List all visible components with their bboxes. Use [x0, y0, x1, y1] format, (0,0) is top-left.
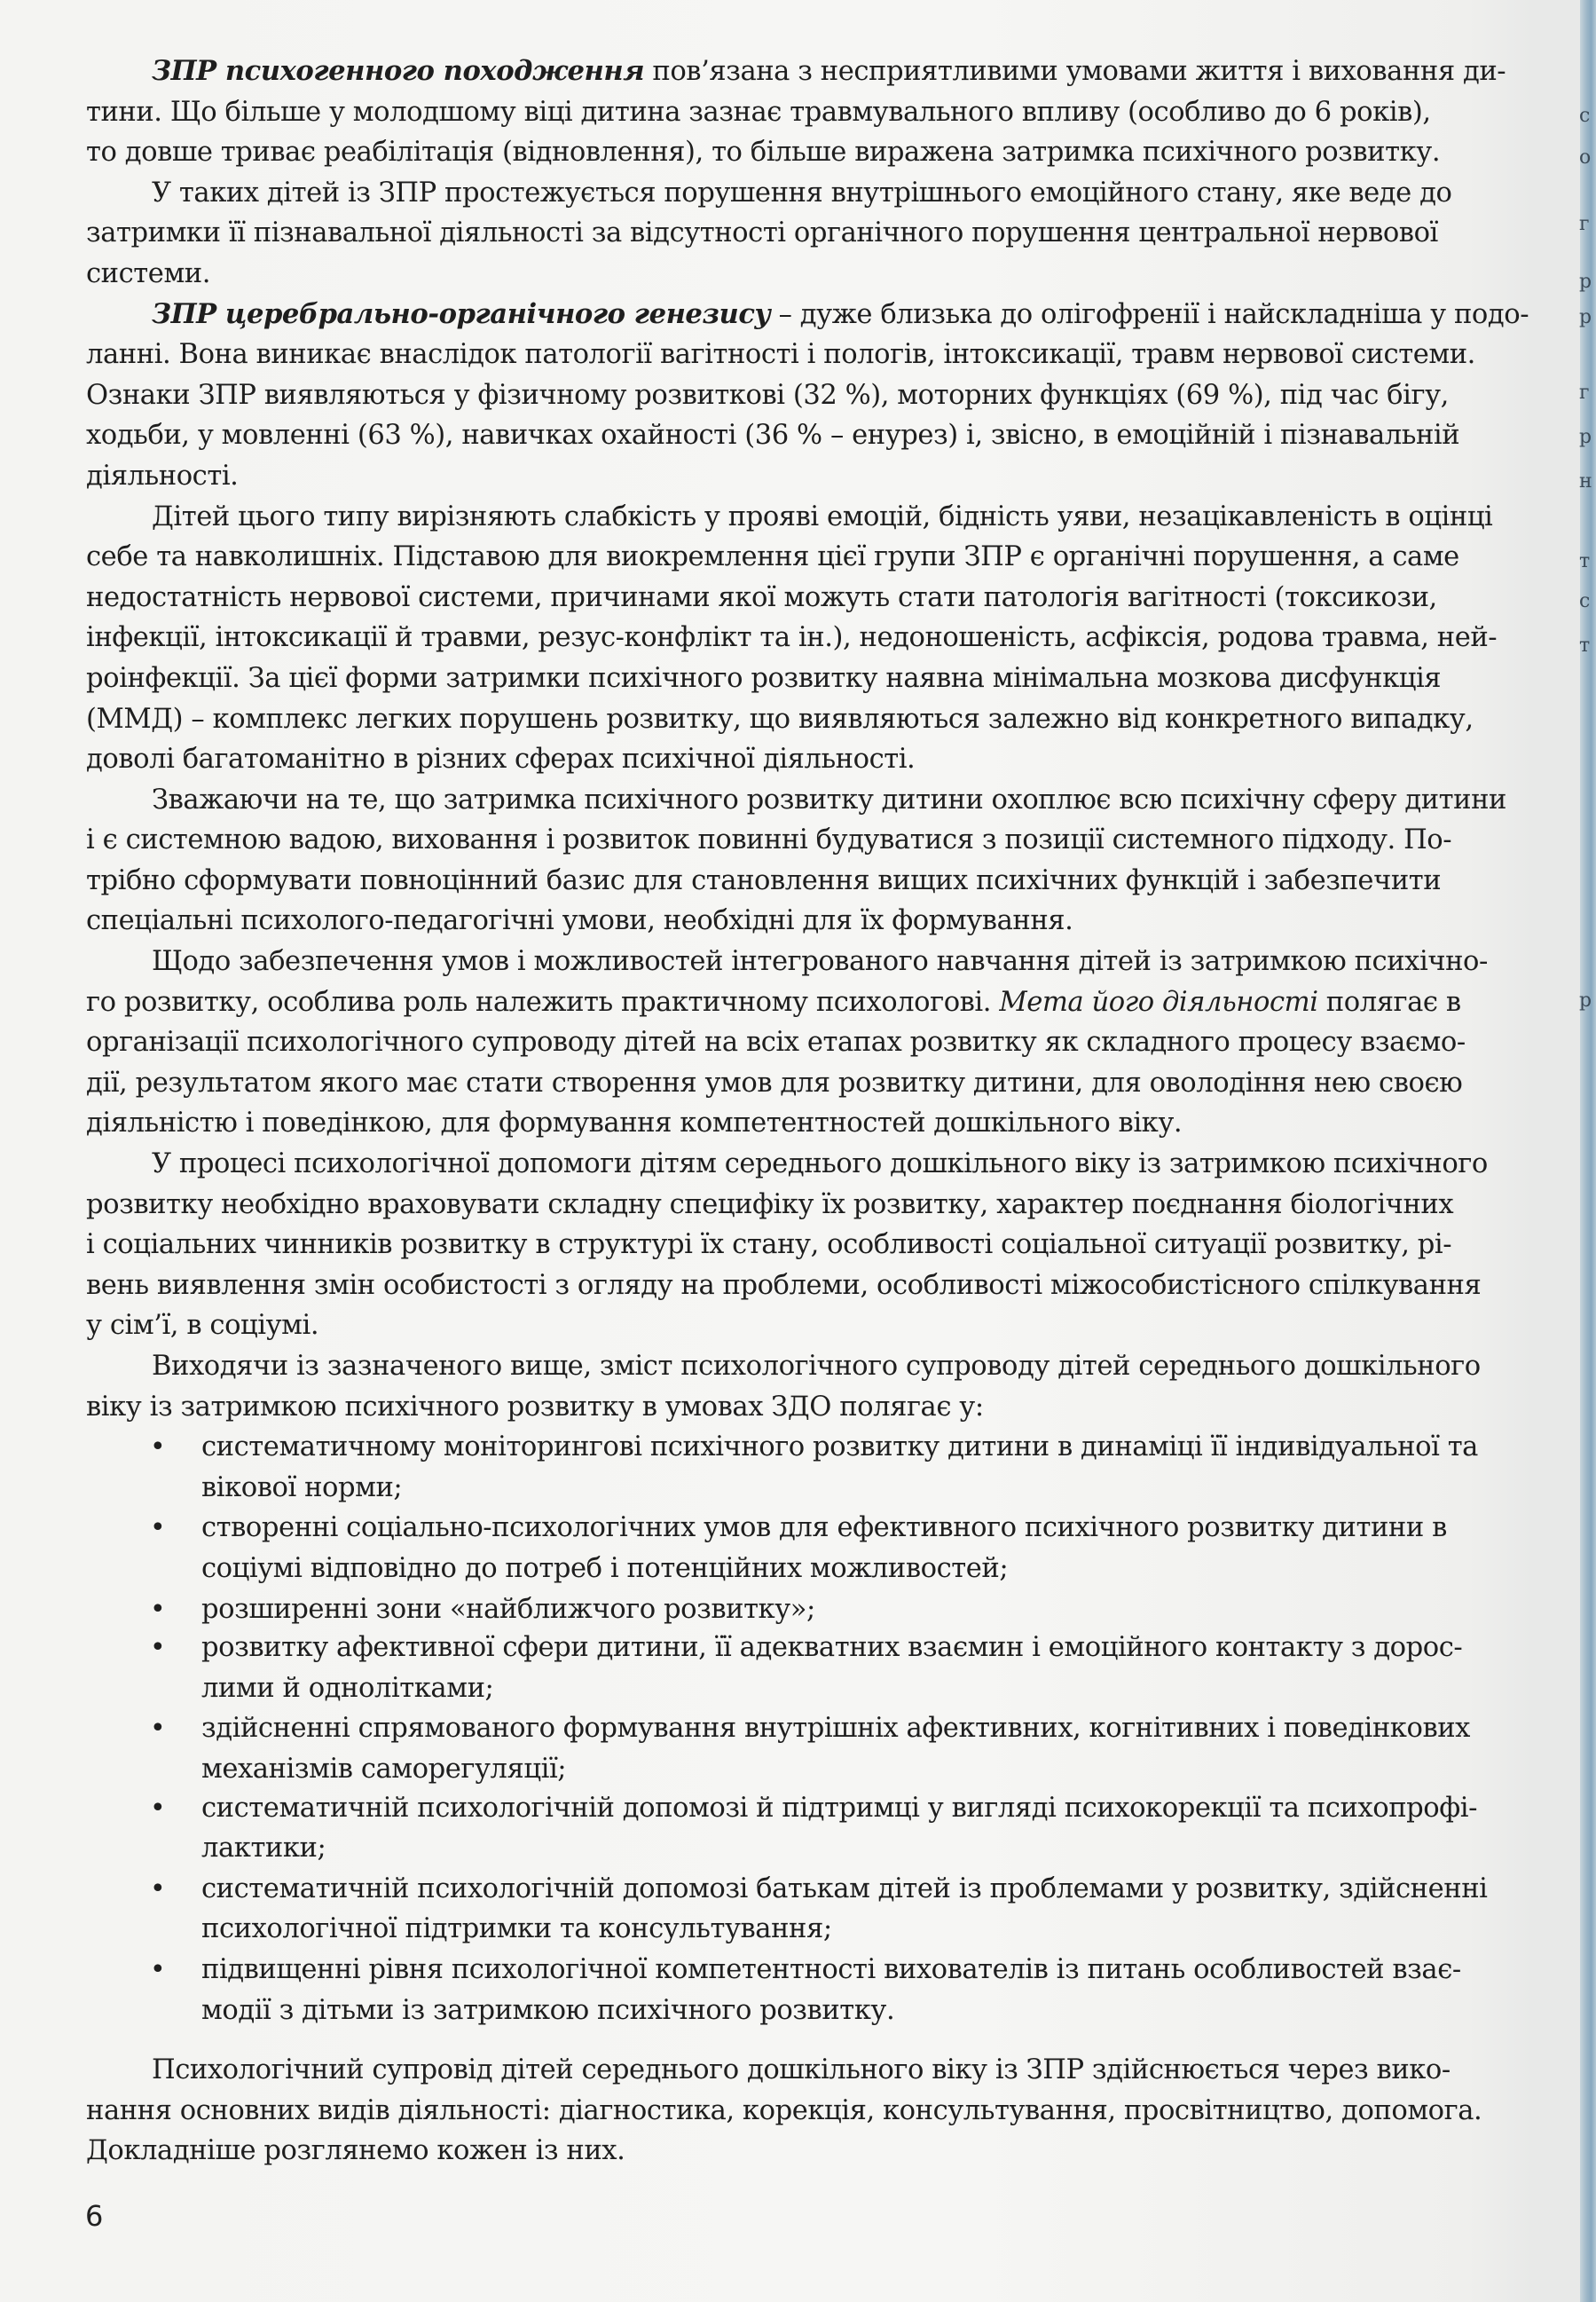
text-run: трібно сформувати повноцінний базис для становлення вищих психічних функцій і забезпечити	[86, 864, 1442, 896]
facing-page-glyph: г	[1579, 213, 1590, 235]
text-line	[86, 537, 1585, 578]
text-line	[86, 942, 1585, 982]
text-run: розвитку необхідно враховувати складну специфіку їх розвитку, характер поєднання біологічних	[86, 1188, 1454, 1220]
text-run: – дуже близька до олігофренії і найскладніша у подо-	[770, 298, 1529, 330]
text-line	[86, 1022, 1585, 1063]
list-item-line	[86, 1708, 1585, 1749]
list-item-line	[86, 1950, 1585, 1991]
text-line	[86, 1063, 1585, 1104]
text-run: віку із затримкою психічного розвитку в умовах ЗДО полягає у:	[86, 1391, 984, 1423]
text-run: інфекції, інтоксикації й травми, резус-конфлікт та ін.), недоношеність, асфіксія, родова травма, ней-	[86, 622, 1498, 654]
list-item-line	[86, 1828, 1585, 1869]
emphasized-term: Мета його діяльності	[999, 986, 1318, 1018]
paragraph-p7	[86, 1144, 1585, 1346]
list-item-text: створенні соціально-психологічних умов для ефективного психічного розвитку дитини в	[201, 1512, 1447, 1544]
text-line	[86, 618, 1585, 658]
list-item-text: систематичній психологічній допомозі й підтримці у вигляді психокорекції та психопрофі-	[201, 1792, 1477, 1824]
text-run: дії, результатом якого має стати створення умов для розвитку дитини, для оволодіння нею своєю	[86, 1067, 1463, 1099]
text-run: організації психологічного супроводу дітей на всіх етапах розвитку як складного процесу взаємо-	[86, 1027, 1466, 1059]
paragraph-p1	[86, 51, 1585, 173]
text-line	[86, 254, 1585, 295]
list-item	[86, 1708, 1585, 1789]
text-run: спеціальні психолого-педагогічні умови, необхідні для їх формування.	[86, 905, 1073, 937]
list-item	[86, 1628, 1585, 1708]
text-line	[86, 780, 1585, 821]
text-run: ходьби, у мовленні (63 %), навичках охайності (36 % – енурез) і, звісно, в емоційній і пізнавальній	[86, 420, 1460, 452]
text-line	[86, 132, 1585, 173]
text-line	[86, 456, 1585, 497]
list-item-text: систематичній психологічній допомозі батькам дітей із проблемами у розвитку, здійсненні	[201, 1872, 1488, 1904]
list-item-text: систематичному моніторингові психічного розвитку дитини в динаміці її індивідуальної та	[201, 1431, 1478, 1463]
list-item-line	[86, 1549, 1585, 1589]
page-number: 6	[85, 2199, 104, 2233]
text-line	[86, 375, 1585, 416]
list-item-text: соціумі відповідно до потреб і потенційних можливостей;	[201, 1552, 1009, 1584]
list-item-text: вікової норми;	[201, 1471, 403, 1503]
list-item-line	[86, 1668, 1585, 1709]
text-line	[86, 213, 1585, 254]
text-line	[86, 861, 1585, 902]
paragraph-p3	[86, 295, 1585, 497]
list-item-text: психологічної підтримки та консультування;	[201, 1913, 832, 1945]
list-item-line	[86, 1909, 1585, 1950]
bullet-icon: •	[150, 1792, 166, 1824]
paragraph-p6	[86, 942, 1585, 1144]
text-run: тини. Що більше у молодшому віці дитина зазнає травмувального впливу (особливо до 6 років),	[86, 96, 1431, 128]
text-run: пов’язана з несприятливими умовами життя і виховання ди-	[644, 56, 1506, 87]
list-item-text: розширенні зони «найближчого розвитку»;	[201, 1593, 815, 1625]
text-line	[86, 51, 1585, 92]
facing-page-glyph: р	[1579, 426, 1592, 448]
facing-page-glyph: с	[1579, 105, 1591, 127]
list-item	[86, 1950, 1585, 2030]
text-line	[86, 1144, 1585, 1185]
facing-page-glyph: р	[1579, 271, 1592, 293]
text-run: і є системною вадою, виховання і розвиток повинні будуватися з позиції системного підходу. По-	[86, 824, 1452, 856]
text-line	[86, 1346, 1585, 1387]
bullet-icon: •	[150, 1953, 166, 1985]
text-line	[86, 658, 1585, 699]
emphasized-term: ЗПР психогенного походження	[152, 55, 645, 87]
facing-page-glyph: н	[1579, 470, 1592, 493]
text-run: У таких дітей із ЗПР простежується порушення внутрішнього емоційного стану, яке веде до	[152, 177, 1452, 209]
text-line	[86, 497, 1585, 538]
list-item-line	[86, 1508, 1585, 1549]
bullet-icon: •	[150, 1872, 166, 1904]
list-item-line	[86, 1749, 1585, 1790]
paragraph-p4	[86, 497, 1585, 780]
text-run: Дітей цього типу вирізняють слабкість у прояві емоцій, бідність уяви, незацікавленість в оцінці	[152, 501, 1493, 532]
list-item	[86, 1788, 1585, 1869]
paragraph-p8	[86, 1346, 1585, 1427]
text-run: затримки її пізнавальної діяльності за відсутності органічного порушення центральної нервової	[86, 217, 1438, 249]
closing-paragraph	[86, 2050, 1585, 2172]
bullet-icon: •	[150, 1512, 166, 1544]
text-run: роінфекції. За цієї форми затримки психічного розвитку наявна мінімальна мозкова дисфункція	[86, 662, 1442, 694]
text-line	[86, 699, 1585, 740]
paragraph-p5	[86, 780, 1585, 942]
text-line	[86, 1225, 1585, 1265]
text-run: діяльністю і поведінкою, для формування компетентностей дошкільного віку.	[86, 1108, 1183, 1139]
facing-page-glyph: с	[1579, 590, 1591, 612]
text-line	[86, 335, 1585, 375]
facing-page-glyph: р	[1579, 989, 1592, 1012]
facing-page-glyph: о	[1579, 146, 1592, 169]
text-run: Щодо забезпечення умов і можливостей інтегрованого навчання дітей із затримкою психічно-	[152, 946, 1488, 978]
text-line	[86, 578, 1585, 619]
text-run: системи.	[86, 257, 211, 289]
list-item-text: лактики;	[201, 1833, 326, 1864]
page-body	[86, 51, 1585, 2172]
text-run: себе та навколишніх. Підставою для виокремлення цієї групи ЗПР є органічні порушення, а саме	[86, 541, 1459, 573]
list-item-line	[86, 1991, 1585, 2031]
text-run: (ММД) – комплекс легких порушень розвитку, що виявляються залежно від конкретного випадку,	[86, 703, 1474, 735]
text-line	[86, 739, 1585, 780]
list-item-line	[86, 1427, 1585, 1468]
text-run: Виходячи із зазначеного вище, зміст психологічного супроводу дітей середнього дошкільного	[152, 1351, 1481, 1382]
text-line: нання основних видів діяльності: діагностика, корекція, консультування, просвітництво, допомога.	[86, 2094, 1482, 2126]
list-item-line	[86, 1628, 1585, 1668]
text-line: Докладніше розглянемо кожен із них.	[86, 2135, 625, 2167]
text-line	[86, 173, 1585, 214]
list-item	[86, 1508, 1585, 1589]
text-line	[86, 1265, 1585, 1306]
text-run: то довше триває реабілітація (відновлення), то більше виражена затримка психічного розвитку.	[86, 137, 1441, 169]
facing-page-glyph: т	[1579, 635, 1591, 657]
text-run: і соціальних чинників розвитку в структурі їх стану, особливості соціальної ситуації розвитку, рі-	[86, 1229, 1452, 1261]
list-item	[86, 1427, 1585, 1508]
bullet-icon: •	[150, 1593, 166, 1625]
text-run: Зважаючи на те, що затримка психічного розвитку дитини охоплює всю психічну сферу дитини	[152, 784, 1506, 816]
text-run: ланні. Вона виникає внаслідок патології вагітності і пологів, інтоксикації, травм нервової системи.	[86, 339, 1475, 371]
facing-page-glyph: т	[1579, 550, 1591, 572]
emphasized-term: ЗПР церебрально-органічного генезису	[152, 297, 771, 330]
text-line	[86, 1387, 1585, 1428]
list-item-text: розвитку афективної сфери дитини, її адекватних взаємин і емоційного контакту з дорос-	[201, 1632, 1463, 1664]
text-run: полягає в	[1317, 986, 1461, 1018]
text-run: у сім’ї, в соціумі.	[86, 1310, 319, 1342]
text-line	[86, 415, 1585, 456]
text-line	[86, 901, 1585, 942]
list-item-line	[86, 1589, 1585, 1630]
list-item-text: механізмів саморегуляції;	[201, 1753, 567, 1785]
list-item-line	[86, 1468, 1585, 1509]
facing-page-glyph: г	[1579, 382, 1590, 404]
text-line	[86, 982, 1585, 1023]
list-item-text: здійсненні спрямованого формування внутрішніх афективних, когнітивних і поведінкових	[201, 1713, 1470, 1745]
text-line	[86, 1103, 1585, 1144]
list-item-text: лими й однолітками;	[201, 1672, 494, 1704]
text-run: доволі багатоманітно в різних сферах психічної діяльності.	[86, 744, 916, 776]
text-line	[86, 92, 1585, 133]
facing-page-glyph: р	[1579, 306, 1592, 328]
list-item-text: підвищенні рівня психологічної компетентності вихователів із питань особливостей взає-	[201, 1953, 1461, 1985]
list-item-line	[86, 1788, 1585, 1829]
text-run: У процесі психологічної допомоги дітям середнього дошкільного віку із затримкою психічного	[152, 1148, 1488, 1180]
bullet-list	[86, 1427, 1585, 2030]
bullet-icon: •	[150, 1431, 166, 1463]
text-run: недостатність нервової системи, причинами якої можуть стати патологія вагітності (токсикози,	[86, 581, 1437, 613]
list-item-line	[86, 1869, 1585, 1910]
text-run: діяльності.	[86, 460, 239, 492]
paragraph-p2	[86, 173, 1585, 295]
text-line	[86, 295, 1585, 335]
text-run: Ознаки ЗПР виявляються у фізичному розвиткові (32 %), моторних функціях (69 %), під час бігу,	[86, 379, 1449, 411]
text-run: го розвитку, особлива роль належить практичному психологові.	[86, 986, 1000, 1018]
text-line	[86, 1305, 1585, 1346]
list-item	[86, 1869, 1585, 1950]
list-item	[86, 1589, 1585, 1630]
text-line: Психологічний супровід дітей середнього дошкільного віку із ЗПР здійснюється через вико-	[152, 2054, 1451, 2086]
text-line	[86, 1185, 1585, 1226]
text-run: вень виявлення змін особистості з огляду на проблеми, особливості міжособистісного спілкування	[86, 1269, 1482, 1301]
bullet-icon: •	[150, 1713, 166, 1745]
text-line	[86, 820, 1585, 861]
bullet-icon: •	[150, 1632, 166, 1664]
list-item-text: модії з дітьми із затримкою психічного розвитку.	[201, 1994, 895, 2026]
facing-page-edge	[1577, 0, 1596, 2302]
